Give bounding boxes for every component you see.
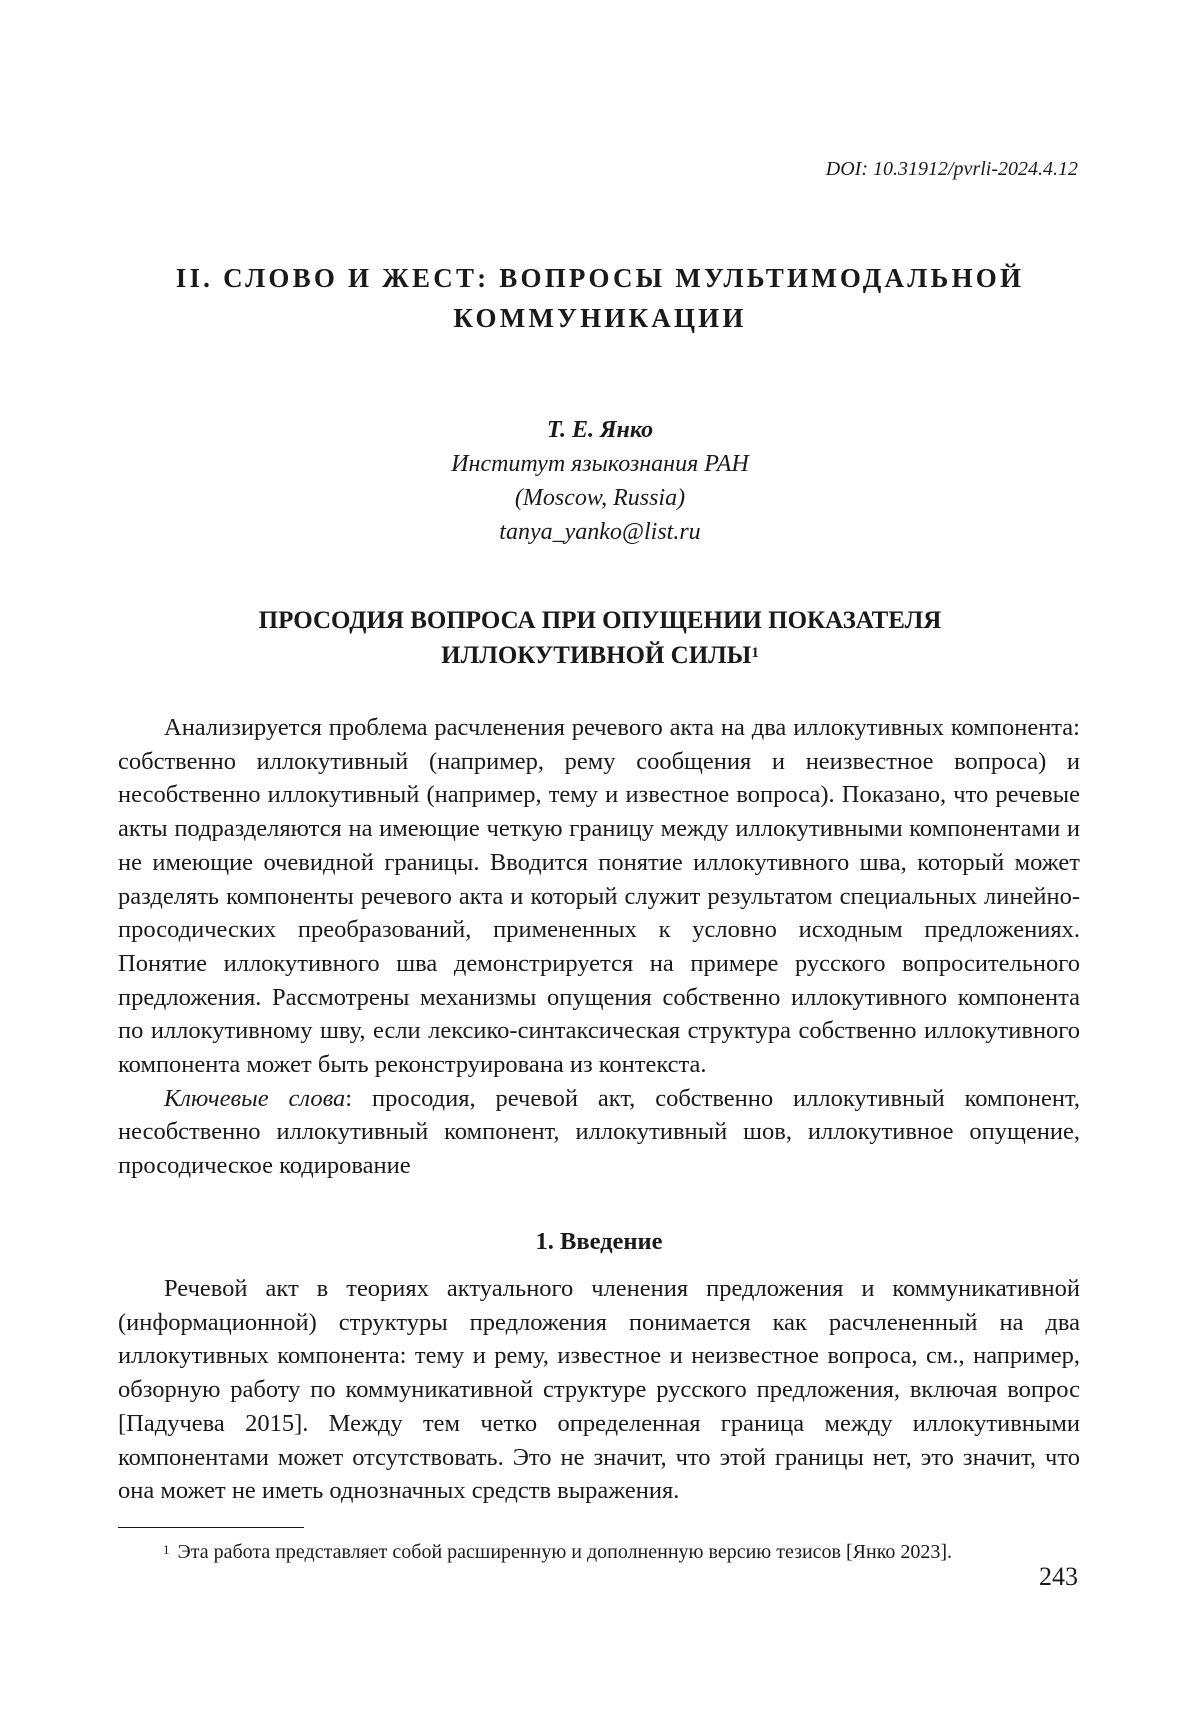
author-location: (Moscow, Russia) [514,485,686,511]
page-number: 243 [1039,1562,1078,1591]
author-email: tanya_yanko@list.ru [499,519,701,545]
introduction-paragraph: Речевой акт в теориях актуального членения предложения и коммуникативной (информационной) структуры предложения понимается как расчлененный на два иллокутивных компонента: тему и рему, известное и неизвестное вопроса, см., например, обзорную работу по коммуникативной структуре русского предложения, включая вопрос [Падучева 2015]. Между тем четко определенная граница между иллокутивными компонентами может отсутствовать. Это не значит, что этой границы нет, это значит, что она может не иметь однозначных средств выражения. [118,1275,1080,1505]
section-title-line-2: КОММУНИКАЦИИ [453,303,747,333]
author-affiliation: Институт языкознания РАН [451,451,749,477]
section-title [120,258,1080,338]
keywords-paragraph [118,1082,1080,1183]
article-title-line-2 [120,638,1080,673]
author-block [120,413,1080,549]
footnote-text: Эта работа представляет собой расширенную и дополненную версию тезисов [Янко 2023]. [177,1541,953,1563]
article-title [120,603,1080,673]
keywords-text: : просодия, речевой акт, собственно иллокутивный компонент, несобственно иллокутивный компонент, иллокутивный шов, иллокутивное опущение, просодическое кодирование [118,1084,1080,1180]
footnote [163,1538,952,1566]
keywords-label: Ключевые слова [164,1084,346,1112]
footnote-mark: 1 [163,1542,170,1557]
abstract [118,711,1080,1183]
footnote-divider [118,1527,304,1528]
article-title-line-2-text: ИЛЛОКУТИВНОЙ СИЛЫ [441,642,752,669]
introduction-body [118,1272,1080,1508]
footnote-reference[interactable]: 1 [751,645,759,661]
section-title-line-1: II. СЛОВО И ЖЕСТ: ВОПРОСЫ МУЛЬТИМОДАЛЬНОЙ [175,263,1025,293]
doi-label: DOI: 10.31912/pvrli-2024.4.12 [825,158,1078,180]
article-title-line-1: ПРОСОДИЯ ВОПРОСА ПРИ ОПУЩЕНИИ ПОКАЗАТЕЛЯ [258,607,942,634]
abstract-paragraph: Анализируется проблема расчленения речевого акта на два иллокутивных компонента: собственно иллокутивный (например, рему сообщения и неизвестное вопроса) и несобственно иллокутивный (например, тему и известное вопроса). Показано, что речевые акты подразделяются на имеющие четкую границу между иллокутивными компонентами и не имеющие очевидной границы. Вводится понятие иллокутивного шва, который может разделять компоненты речевого акта и который служит результатом специальных линейно-просодических преобразований, примененных к условно исходным предложениях. Понятие иллокутивного шва демонстрируется на примере русского вопросительного предложения. Рассмотрены механизмы опущения собственно иллокутивного компонента по иллокутивному шву, если лексико-синтаксическая структура собственно иллокутивного компонента может быть реконструирована из контекста. [118,714,1080,1079]
author-name: Т. Е. Янко [546,417,654,443]
introduction-heading: 1. Введение [535,1228,663,1255]
